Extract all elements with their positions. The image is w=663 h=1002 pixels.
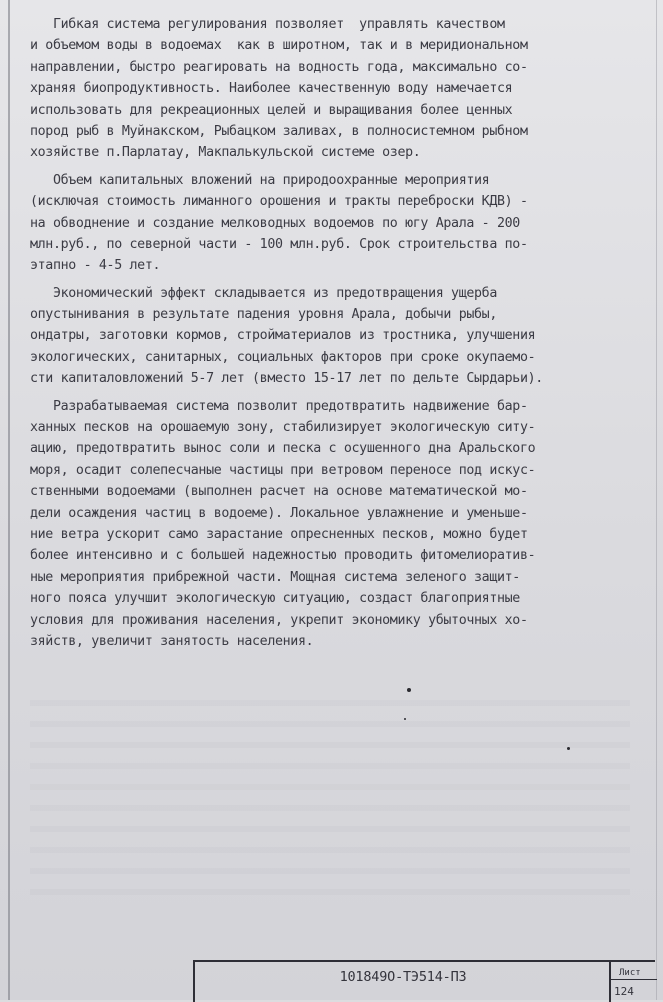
text-line: использовать для рекреационных целей и выращивания более ценных xyxy=(30,102,513,118)
left-margin-rule xyxy=(8,0,10,1000)
text-line: этапно - 4-5 лет. xyxy=(30,258,161,274)
paragraph xyxy=(30,14,642,164)
text-line: Объем капитальных вложений на природоохранные мероприятия xyxy=(30,172,490,188)
sheet-cell xyxy=(609,962,657,1002)
text-line: пород рыб в Муйнакском, Рыбацком заливах, в полносистемном рыбном xyxy=(30,123,528,139)
text-line: ханных песков на орошаемую зону, стабилизирует экологическую ситу- xyxy=(30,420,536,436)
text-line: ние ветра ускорит само зарастание опресненных песков, можно будет xyxy=(30,526,528,542)
text-line: ные мероприятия прибрежной части. Мощная система зеленого защит- xyxy=(30,569,520,585)
text-line: Гибкая система регулирования позволяет управлять качеством xyxy=(30,17,505,32)
right-margin-rule xyxy=(656,0,657,1000)
text-line: ственными водоемами (выполнен расчет на основе математической мо- xyxy=(30,484,528,500)
document-code: 101849О-ТЭ514-ПЗ xyxy=(339,969,467,985)
text-line: ацию, предотвратить вынос соли и песка с осушенного дна Аральского xyxy=(30,441,536,457)
text-line: и объемом воды в водоемах как в широтном, так и в меридиональном xyxy=(30,38,528,54)
text-line: Разрабатываемая система позволит предотвратить надвижение бар- xyxy=(30,398,528,414)
text-line: (исключая стоимость лиманного орошения и тракты переброски КДВ) - xyxy=(30,194,528,210)
paragraph xyxy=(30,170,642,277)
show-through-text xyxy=(30,700,630,900)
text-line: опустынивания в результате падения уровня Арала, добычи рыбы, xyxy=(30,307,497,323)
text-line: хозяйстве п.Парлатау, Макпалькульской системе озер. xyxy=(30,145,421,161)
ink-speck xyxy=(407,688,411,692)
paragraph xyxy=(30,396,642,653)
text-line: экологических, санитарных, социальных факторов при сроке окупаемо- xyxy=(30,349,536,365)
body-text xyxy=(30,14,642,652)
text-line: ного пояса улучшит экологическую ситуацию, создаст благоприятные xyxy=(30,591,520,607)
text-line: млн.руб., по северной части - 100 млн.руб. Срок строительства по- xyxy=(30,236,528,252)
text-line: Экономический эффект складывается из предотвращения ущерба xyxy=(30,285,497,301)
sheet-label: Лист xyxy=(611,966,657,980)
text-line: на обводнение и создание мелководных водоемов по югу Арала - 200 xyxy=(30,215,520,231)
ink-speck xyxy=(567,747,570,750)
text-line: условия для проживания населения, укрепит экономику убыточных хо- xyxy=(30,612,528,628)
ink-speck xyxy=(404,718,406,720)
text-line: храняя биопродуктивность. Наиболее качественную воду намечается xyxy=(30,81,513,97)
text-line: ондатры, заготовки кормов, стройматериалов из тростника, улучшения xyxy=(30,328,536,344)
text-line: направлении, быстро реагировать на водность года, максимально со- xyxy=(30,59,528,75)
text-line: сти капиталовложений 5-7 лет (вместо 15-17 лет по дельте Сырдарьи). xyxy=(30,371,543,387)
text-line: зяйств, увеличит занятость населения. xyxy=(30,633,314,649)
text-line: моря, осадит солепесчаные частицы при ветровом переносе под искус- xyxy=(30,462,536,478)
title-block xyxy=(193,960,655,1002)
text-line: дели осаждения частиц в водоеме). Локальное увлажнение и уменьше- xyxy=(30,505,528,521)
text-line: более интенсивно и с большей надежностью проводить фитомелиоратив- xyxy=(30,548,536,564)
paragraph xyxy=(30,283,642,390)
sheet-number: 124 xyxy=(614,985,634,998)
